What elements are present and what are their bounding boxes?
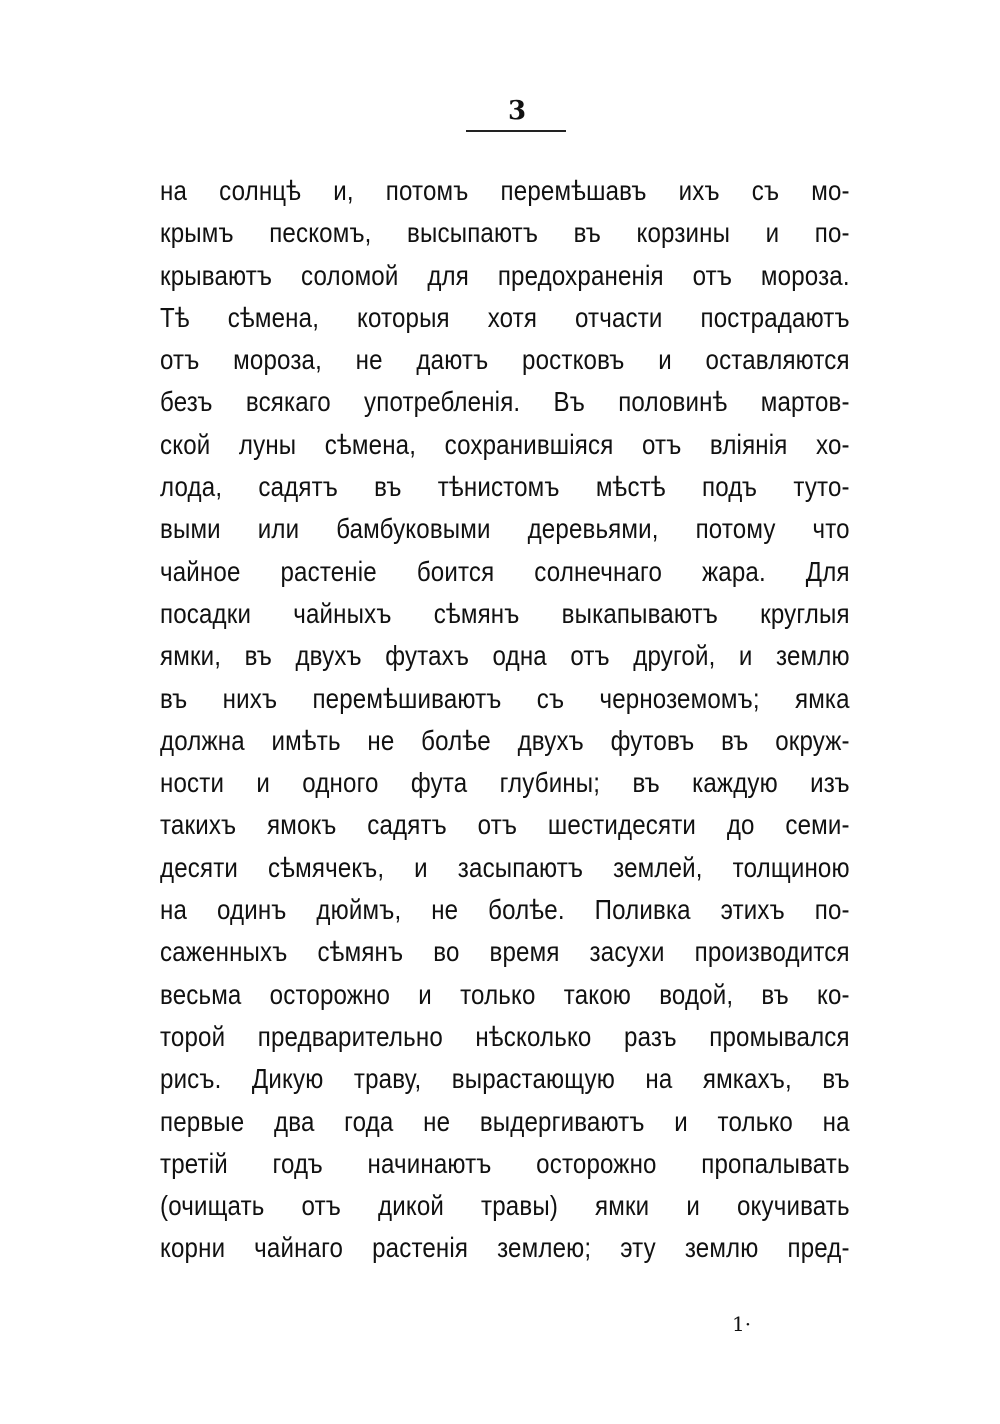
text-line: чайное растеніе боится солнечнаго жара. Для <box>160 555 850 587</box>
text-line: въ нихъ перемѣшиваютъ съ черноземомъ; ямка <box>160 682 850 714</box>
text-line: третій годъ начинаютъ осторожно пропалывать <box>160 1147 850 1179</box>
text-line: крымъ пескомъ, высыпаютъ въ корзины и по- <box>160 217 850 249</box>
text-line: весьма осторожно и только такою водой, въ ко- <box>160 978 850 1010</box>
text-line: первые два года не выдергиваютъ и только на <box>160 1105 850 1137</box>
text-line: должна имѣть не болѣе двухъ футовъ въ окруж- <box>160 724 850 756</box>
text-line: отъ мороза, не даютъ ростковъ и оставляются <box>160 344 850 376</box>
header-rule <box>466 130 566 132</box>
page-number: 3 <box>507 96 527 126</box>
text-line: крываютъ соломой для предохраненія отъ мороза. <box>160 259 850 291</box>
text-line: торой предварительно нѣсколько разъ промывался <box>160 1020 850 1052</box>
text-line: ямки, въ двухъ футахъ одна отъ другой, и землю <box>160 640 850 672</box>
body-text <box>160 170 850 1270</box>
text-line: рисъ. Дикую траву, вырастающую на ямкахъ, въ <box>160 1063 850 1095</box>
text-line: ности и одного фута глубины; въ каждую изъ <box>160 767 850 799</box>
text-line: лода, садятъ въ тѣнистомъ мѣстѣ подъ туто- <box>160 471 850 503</box>
text-line: Тѣ сѣмена, которыя хотя отчасти пострадаютъ <box>160 301 850 333</box>
text-line: ской луны сѣмена, сохранившіяся отъ вліянія хо- <box>160 428 850 460</box>
text-line: (очищать отъ дикой травы) ямки и окучивать <box>160 1190 850 1222</box>
text-line: десяти сѣмячекъ, и засыпаютъ землей, толщиною <box>160 851 850 883</box>
text-line: такихъ ямокъ садятъ отъ шестидесяти до семи- <box>160 809 850 841</box>
text-line: посадки чайныхъ сѣмянъ выкапываютъ круглыя <box>160 597 850 629</box>
text-line: на одинъ дюймъ, не болѣе. Поливка этихъ по- <box>160 894 850 926</box>
text-line: на солнцѣ и, потомъ перемѣшавъ ихъ съ мо- <box>160 175 850 206</box>
text-line: саженныхъ сѣмянъ во время засухи производится <box>160 936 850 968</box>
text-line: безъ всякаго употребленія. Въ половинѣ мартов- <box>160 386 850 418</box>
text-line: корни чайнаго растенія землею; эту землю пред- <box>160 1232 850 1264</box>
text-line: выми или бамбуковыми деревьями, потому что <box>160 513 850 545</box>
signature-mark: 1· <box>732 1312 752 1336</box>
